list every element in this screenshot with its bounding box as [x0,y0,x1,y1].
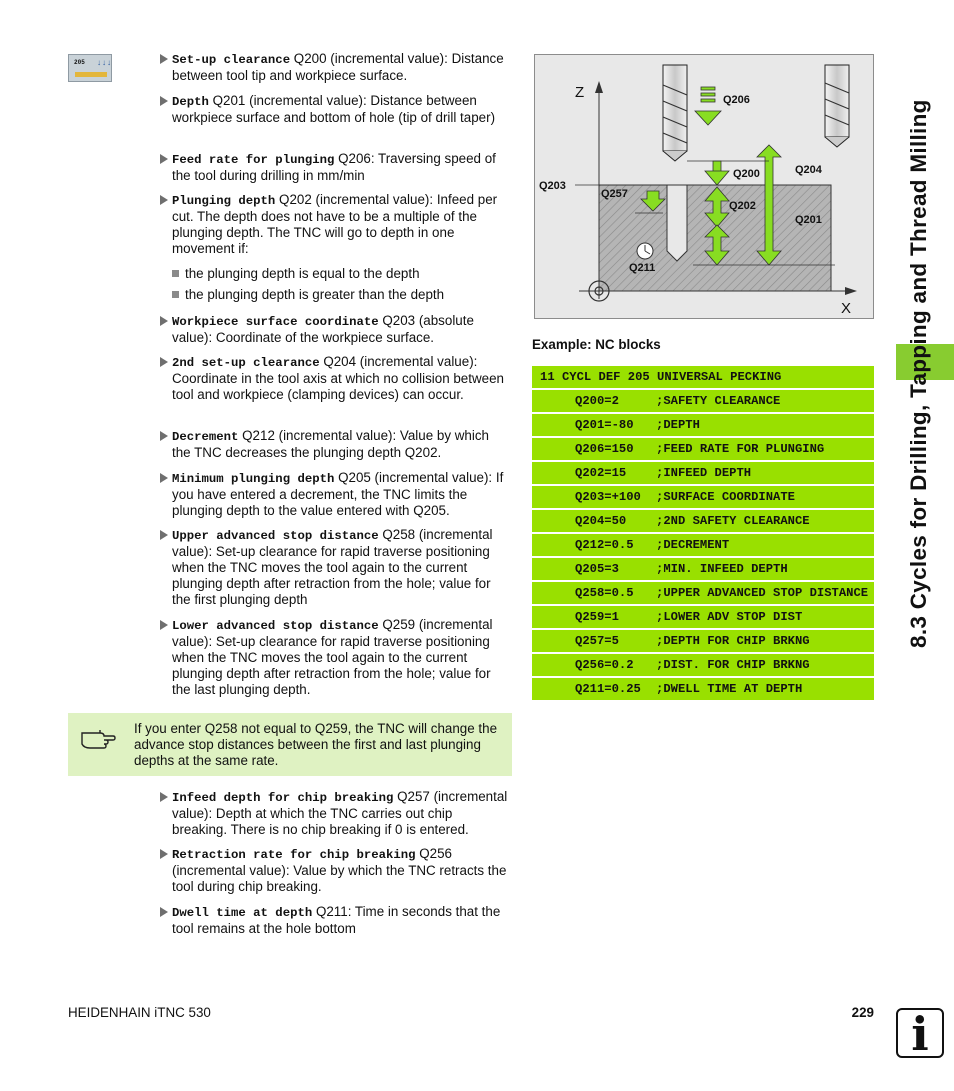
param-keyword: Retraction rate for chip breaking [172,848,416,862]
label-q204: Q204 [795,164,822,176]
param-keyword: Feed rate for plunging [172,153,335,167]
nc-row: Q211=0.25 ;DWELL TIME AT DEPTH [532,678,874,700]
info-icon: i [896,1008,944,1058]
param-q211 [158,904,510,937]
drill-tool-right [825,65,849,147]
note-box [68,713,512,776]
label-q200: Q200 [733,168,760,180]
triangle-bullet-icon [160,96,168,106]
list-item: the plunging depth is greater than the depth [172,287,444,303]
q206-feed-arrow [701,87,715,90]
triangle-bullet-icon [160,792,168,802]
param-text: Q200 (incremental value): Distance between tool tip and workpiece surface. [172,51,504,83]
param-q258 [158,527,510,608]
pointing-hand-icon [80,725,116,756]
triangle-bullet-icon [160,620,168,630]
param-keyword: Set-up clearance [172,53,291,67]
axis-z-label: Z [575,84,585,101]
nc-row: Q212=0.5 ;DECREMENT [532,534,874,556]
dwell-clock-icon [637,243,653,259]
triangle-bullet-icon [160,357,168,367]
param-text: Q211: Time in seconds that the tool remains at the hole bottom [172,904,501,936]
param-keyword: Minimum plunging depth [172,472,335,486]
axis-x-label: X [841,300,852,317]
drill-tool-left [663,65,687,161]
param-q200 [158,51,510,84]
param-q203 [158,313,510,346]
triangle-bullet-icon [160,154,168,164]
param-q212 [158,428,510,461]
triangle-bullet-icon [160,530,168,540]
param-keyword: Lower advanced stop distance [172,619,379,633]
triangle-bullet-icon [160,473,168,483]
param-keyword: Depth [172,95,209,109]
param-text: Q256 (incremental value): Value by which the TNC retracts the tool during chip breaking. [172,846,507,894]
nc-row: Q258=0.5 ;UPPER ADVANCED STOP DISTANCE [532,582,874,604]
triangle-bullet-icon [160,431,168,441]
param-keyword: 2nd set-up clearance [172,356,320,370]
triangle-bullet-icon [160,54,168,64]
square-bullet-icon [172,270,179,277]
param-text: Q257 (incremental value): Depth at which the TNC carries out chip breaking. There is no chip breaking if 0 is entered. [172,789,508,837]
nc-row: Q257=5 ;DEPTH FOR CHIP BRKNG [532,630,874,652]
triangle-bullet-icon [160,316,168,326]
nc-row: Q200=2 ;SAFETY CLEARANCE [532,390,874,412]
param-text: Q206: Traversing speed of the tool during drilling in mm/min [172,151,496,183]
param-q205 [158,470,510,519]
nc-row: Q259=1 ;LOWER ADV STOP DIST [532,606,874,628]
param-q202 [158,192,510,257]
param-q204 [158,354,510,403]
param-text: Q203 (absolute value): Coordinate of the workpiece surface. [172,313,474,345]
param-q256 [158,846,510,895]
triangle-bullet-icon [160,907,168,917]
nc-row: Q203=+100 ;SURFACE COORDINATE [532,486,874,508]
param-text: Q258 (incremental value): Set-up clearance for rapid traverse positioning when the TNC moves the tool again to the current plunging depth after retraction from the hole; value for the first plunging depth [172,527,493,607]
softkey-label: 205 [74,59,85,66]
nc-row: Q205=3 ;MIN. INFEED DEPTH [532,558,874,580]
param-text: Q259 (incremental value): Set-up clearance for rapid traverse positioning when the TNC moves the tool again to the current plunging depth after retraction from the hole; value for the last plunging depth. [172,617,493,697]
list-item: the plunging depth is equal to the depth [172,266,420,282]
param-keyword: Plunging depth [172,194,276,208]
param-q259 [158,617,510,698]
param-text: Q201 (incremental value): Distance between workpiece surface and bottom of hole (tip of drill taper) [172,93,496,125]
nc-row: Q206=150 ;FEED RATE FOR PLUNGING [532,438,874,460]
nc-row: Q204=50 ;2ND SAFETY CLEARANCE [532,510,874,532]
param-q206 [158,151,510,184]
label-q201: Q201 [795,214,822,226]
drilled-hole [667,185,687,261]
nc-row: 11 CYCL DEF 205 UNIVERSAL PECKING [532,366,874,388]
nc-row: Q256=0.2 ;DIST. FOR CHIP BRKNG [532,654,874,676]
nc-block-table [532,366,874,702]
param-text: Q204 (incremental value): Coordinate in the tool axis at which no collision between tool and workpiece (clamping devices) can occur. [172,354,504,402]
cycle-205-diagram [534,54,874,319]
label-q211: Q211 [629,262,656,274]
footer-product: HEIDENHAIN iTNC 530 [68,1005,211,1020]
param-text: Q212 (incremental value): Value by which the TNC decreases the plunging depth Q202. [172,428,489,460]
note-text: If you enter Q258 not equal to Q259, the TNC will change the advance stop distances between the first and last plunging depths at the same rate. [134,721,498,768]
param-keyword: Upper advanced stop distance [172,529,379,543]
label-q206: Q206 [723,94,750,106]
universal-pecking-softkey-icon: 205 ↓↓↓ [68,54,112,82]
param-q257 [158,789,510,838]
triangle-bullet-icon [160,195,168,205]
chapter-section-title: 8.3 Cycles for Drilling, Tapping and Thread Milling [906,99,931,648]
label-q203: Q203 [539,180,566,192]
param-text: Q205 (incremental value): If you have entered a decrement, the TNC limits the plunging depth to the value entered with Q205. [172,470,504,518]
param-text: Q202 (incremental value): Infeed per cut. The depth does not have to be a multiple of the plunging depth. The TNC will go to depth in one movement if: [172,192,498,256]
label-q257: Q257 [601,188,628,200]
param-q201 [158,93,510,126]
nc-row: Q201=-80 ;DEPTH [532,414,874,436]
param-keyword: Decrement [172,430,239,444]
param-keyword: Dwell time at depth [172,906,313,920]
example-title: Example: NC blocks [532,337,661,352]
nc-row: Q202=15 ;INFEED DEPTH [532,462,874,484]
page-number: 229 [851,1005,874,1020]
param-keyword: Workpiece surface coordinate [172,315,379,329]
square-bullet-icon [172,291,179,298]
triangle-bullet-icon [160,849,168,859]
label-q202: Q202 [729,200,756,212]
param-keyword: Infeed depth for chip breaking [172,791,394,805]
